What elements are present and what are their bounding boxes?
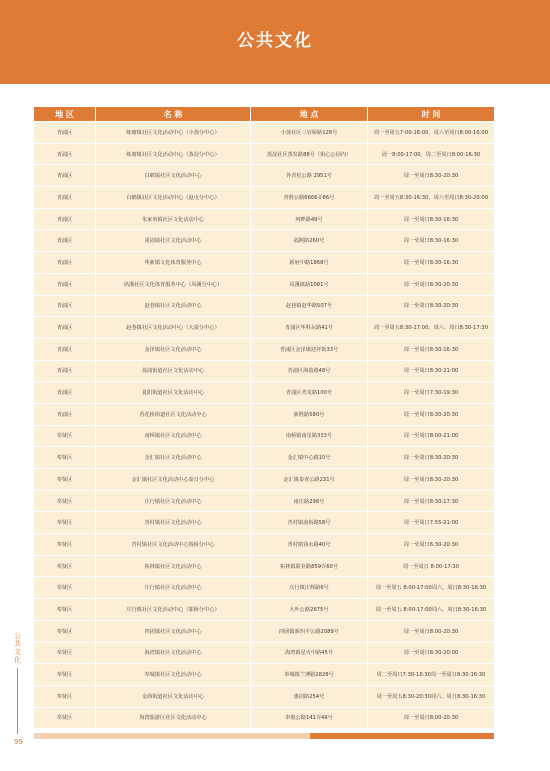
cell-address: 小蒸社区三官桥路128号 bbox=[251, 122, 368, 143]
cell-name: 重固镇社区文化活动中心 bbox=[96, 230, 251, 251]
cell-district: 青浦区 bbox=[34, 404, 96, 425]
cell-hours: 周一至周日8:30-16:30 bbox=[368, 252, 494, 273]
cell-district: 青浦区 bbox=[34, 187, 96, 208]
cell-address: 青村镇南街路58号 bbox=[251, 512, 368, 533]
cell-address: 海湾镇星火中路45号 bbox=[251, 643, 368, 664]
cell-hours: 周一至周日7:30-19:30 bbox=[368, 382, 494, 403]
cell-hours: 周一至周日8:30-21:00 bbox=[368, 361, 494, 382]
table-row bbox=[34, 252, 494, 273]
cell-hours: 周一至周日8:30-17:30 bbox=[368, 491, 494, 512]
cell-name: 赵巷镇社区文化活动中心 bbox=[96, 296, 251, 317]
cell-address: 新府中路1868号 bbox=[251, 252, 368, 273]
cell-district: 青浦区 bbox=[34, 339, 96, 360]
cell-district: 奉贤区 bbox=[34, 534, 96, 555]
cell-address: 南桥镇南星路333号 bbox=[251, 426, 368, 447]
cell-hours: 周一至周日8:30-20:30 bbox=[368, 165, 494, 186]
cell-name: 柘林镇社区文化活动中心 bbox=[96, 556, 251, 577]
cell-district: 奉贤区 bbox=[34, 512, 96, 533]
cell-district: 青浦区 bbox=[34, 165, 96, 186]
table-row bbox=[34, 361, 494, 382]
cell-name: 练塘镇社区文化活动中心（小蒸分中心） bbox=[96, 122, 251, 143]
cell-district: 奉贤区 bbox=[34, 621, 96, 642]
footer-bar-accent bbox=[310, 733, 494, 739]
table-row bbox=[34, 447, 494, 468]
cell-district: 青浦区 bbox=[34, 122, 96, 143]
cell-district: 奉贤区 bbox=[34, 643, 96, 664]
cell-district: 奉贤区 bbox=[34, 664, 96, 685]
cell-district: 奉贤区 bbox=[34, 556, 96, 577]
cell-district: 青浦区 bbox=[34, 382, 96, 403]
cell-address: 四团镇新四平公路2089号 bbox=[251, 621, 368, 642]
cell-address: 金汇镇中心路10号 bbox=[251, 447, 368, 468]
cell-hours: 周一至周五7:00-16:00，周六至周日8:00-16:00 bbox=[368, 122, 494, 143]
cell-name: 白鹤镇社区文化活动中心 bbox=[96, 165, 251, 186]
cell-hours: 周一至周五8:30-16:30，周六至周日8:30-20:00 bbox=[368, 187, 494, 208]
cell-hours: 周一至周日8:30-20:30 bbox=[368, 469, 494, 490]
cell-hours: 周一至周五8:30-20:30周六、周日8:30-16:30 bbox=[368, 686, 494, 707]
culture-centers-table bbox=[34, 106, 494, 729]
column-header-address: 地 点 bbox=[251, 107, 368, 121]
cell-district: 青浦区 bbox=[34, 209, 96, 230]
cell-hours: 周一至周日8:30-16:30 bbox=[368, 339, 494, 360]
cell-address: 青浦区海盈路48号 bbox=[251, 361, 368, 382]
table-row bbox=[34, 708, 494, 729]
cell-address: 青胜公路6666弄86号 bbox=[251, 187, 368, 208]
table-row bbox=[34, 317, 494, 338]
cell-hours: 周一至周日8:30-20:30 bbox=[368, 404, 494, 425]
cell-district: 奉贤区 bbox=[34, 577, 96, 598]
cell-district: 奉贤区 bbox=[34, 599, 96, 620]
cell-district: 奉贤区 bbox=[34, 426, 96, 447]
cell-address: 新胜路580号 bbox=[251, 404, 368, 425]
cell-name: 夏阳街道社区文化活动中心 bbox=[96, 382, 251, 403]
cell-name: 海湾旅游区社区文化活动中心 bbox=[96, 708, 251, 729]
column-header-name: 名 称 bbox=[96, 107, 251, 121]
table-row bbox=[34, 577, 494, 598]
cell-district: 奉贤区 bbox=[34, 686, 96, 707]
cell-name: 四团镇社区文化活动中心 bbox=[96, 621, 251, 642]
table-row bbox=[34, 599, 494, 620]
cell-hours: 周一至周日8:00-21:00 bbox=[368, 426, 494, 447]
cell-district: 青浦区 bbox=[34, 144, 96, 165]
cell-address: 福熙路260号 bbox=[251, 230, 368, 251]
table-row bbox=[34, 274, 494, 295]
cell-address: 青浦区华科东路41号 bbox=[251, 317, 368, 338]
cell-address: 南庄路298号 bbox=[251, 491, 368, 512]
table-row bbox=[34, 165, 494, 186]
cell-hours: 周一至周日 8:00-17:30 bbox=[368, 556, 494, 577]
cell-name: 庄行镇社区文化活动中心（邬桥分中心） bbox=[96, 599, 251, 620]
cell-address: 青浦区金泽镇迎祥街33号 bbox=[251, 339, 368, 360]
cell-hours: 周一至周五8:30-17:00，周六、周日8:30-17:30 bbox=[368, 317, 494, 338]
cell-name: 金汇镇社区文化活动中心泰日分中心 bbox=[96, 469, 251, 490]
table-row bbox=[34, 534, 494, 555]
table-row bbox=[34, 621, 494, 642]
cell-name: 金海街道社区文化活动中心 bbox=[96, 686, 251, 707]
table-row bbox=[34, 469, 494, 490]
table-row bbox=[34, 209, 494, 230]
cell-district: 青浦区 bbox=[34, 274, 96, 295]
cell-hours: 周一至周日8:30-20:30 bbox=[368, 296, 494, 317]
cell-name: 赵巷镇社区文化活动中心（大盈分中心） bbox=[96, 317, 251, 338]
table-row bbox=[34, 187, 494, 208]
cell-name: 金泽镇社区文化活动中心 bbox=[96, 339, 251, 360]
cell-hours: 周一至周日8:30-20:30 bbox=[368, 447, 494, 468]
cell-name: 海湾镇社区文化活动中心 bbox=[96, 643, 251, 664]
table-body bbox=[34, 122, 494, 728]
cell-hours: 周一至周日8:30-20:00 bbox=[368, 643, 494, 664]
cell-address: 惠园路254号 bbox=[251, 686, 368, 707]
cell-address: 凤溪镇路1081号 bbox=[251, 274, 368, 295]
cell-district: 奉贤区 bbox=[34, 491, 96, 512]
cell-address: 奉城镇兰博路2828号 bbox=[251, 664, 368, 685]
cell-address: 大叶公路2675号 bbox=[251, 599, 368, 620]
cell-name: 庄行镇社区文化活动中心 bbox=[96, 577, 251, 598]
cell-district: 奉贤区 bbox=[34, 708, 96, 729]
cell-name: 朱家角镇社区文化活动中心 bbox=[96, 209, 251, 230]
cell-name: 练塘镇社区文化活动中心（蒸淀分中心） bbox=[96, 144, 251, 165]
cell-name: 夙溪社区文化体育服务中心（凤溪分中心） bbox=[96, 274, 251, 295]
cell-name: 青村镇社区文化活动中心钱桥分中心 bbox=[96, 534, 251, 555]
cell-district: 青浦区 bbox=[34, 361, 96, 382]
cell-name: 金汇镇社区文化活动中心 bbox=[96, 447, 251, 468]
table-header-row bbox=[34, 107, 494, 121]
cell-name: 香花桥街道社区文化活动中心 bbox=[96, 404, 251, 425]
cell-name: 奉城镇社区文化活动中心 bbox=[96, 664, 251, 685]
cell-name: 白鹤镇社区文化活动中心（赵屯分中心） bbox=[96, 187, 251, 208]
column-header-hours: 时 间 bbox=[368, 107, 494, 121]
cell-address: 金汇镇泰青公路231号 bbox=[251, 469, 368, 490]
section-side-label: 公共文化 bbox=[14, 632, 21, 664]
cell-hours: 周一至周日8:30-16:30 bbox=[368, 209, 494, 230]
table-row bbox=[34, 296, 494, 317]
table-row bbox=[34, 426, 494, 447]
cell-district: 青浦区 bbox=[34, 230, 96, 251]
table-row bbox=[34, 230, 494, 251]
cell-address: 奉炮公路141弄49号 bbox=[251, 708, 368, 729]
cell-district: 奉贤区 bbox=[34, 447, 96, 468]
cell-hours: 周一至周日8:30-20:30 bbox=[368, 274, 494, 295]
cell-district: 奉贤区 bbox=[34, 469, 96, 490]
table-row bbox=[34, 643, 494, 664]
cell-hours: 周一至周日6:30-20:30 bbox=[368, 534, 494, 555]
table-row bbox=[34, 686, 494, 707]
cell-address: 外青松公路 2951号 bbox=[251, 165, 368, 186]
side-divider bbox=[17, 668, 18, 734]
page-number: 99 bbox=[14, 738, 23, 746]
cell-address: 青村镇钱水路40号 bbox=[251, 534, 368, 555]
cell-address: 赵巷镇赵华路507号 bbox=[251, 296, 368, 317]
table-row bbox=[34, 512, 494, 533]
cell-address: 柘林镇联业路859弄60号 bbox=[251, 556, 368, 577]
cell-name: 盈浦街道社区文化活动中心 bbox=[96, 361, 251, 382]
cell-hours: 周一至周日8:30-16:30 bbox=[368, 230, 494, 251]
cell-name: 青村镇社区文化活动中心 bbox=[96, 512, 251, 533]
cell-address: 青浦区青龙路100号 bbox=[251, 382, 368, 403]
table-row bbox=[34, 339, 494, 360]
cell-hours: 周一至周日7:55-21:00 bbox=[368, 512, 494, 533]
cell-address: 庄行镇庄辉路6号 bbox=[251, 577, 368, 598]
column-header-district: 地 区 bbox=[34, 107, 96, 121]
table-row bbox=[34, 122, 494, 143]
cell-hours: 周一至周日8:00-20:30 bbox=[368, 708, 494, 729]
cell-hours: 周一至周五 8:00-17:00周六、周日8:30-16:30 bbox=[368, 599, 494, 620]
table-row bbox=[34, 382, 494, 403]
cell-district: 青浦区 bbox=[34, 252, 96, 273]
cell-hours: 周一至周五 8:00-17:00周六、周日8:30-16:30 bbox=[368, 577, 494, 598]
cell-district: 青浦区 bbox=[34, 317, 96, 338]
cell-address: 珂畔路49号 bbox=[251, 209, 368, 230]
table-row bbox=[34, 404, 494, 425]
cell-hours: 周二至周日7:30-16:30周一至周日8:30-16:30 bbox=[368, 664, 494, 685]
cell-hours: 周一8:00-17:00，周二至周日8:00-16:30 bbox=[368, 144, 494, 165]
cell-hours: 周一至周日8:00-20:30 bbox=[368, 621, 494, 642]
table-row bbox=[34, 144, 494, 165]
cell-name: 华新镇文化体育服务中心 bbox=[96, 252, 251, 273]
table-row bbox=[34, 556, 494, 577]
table-row bbox=[34, 491, 494, 512]
cell-name: 庄行镇社区文化活动中心 bbox=[96, 491, 251, 512]
cell-district: 青浦区 bbox=[34, 296, 96, 317]
cell-address: 蒸淀社区蒸发路88号（街心公园内） bbox=[251, 144, 368, 165]
header-banner bbox=[0, 0, 550, 84]
cell-name: 南桥镇社区文化活动中心 bbox=[96, 426, 251, 447]
table-row bbox=[34, 664, 494, 685]
page-title: 公共文化 bbox=[237, 31, 313, 51]
